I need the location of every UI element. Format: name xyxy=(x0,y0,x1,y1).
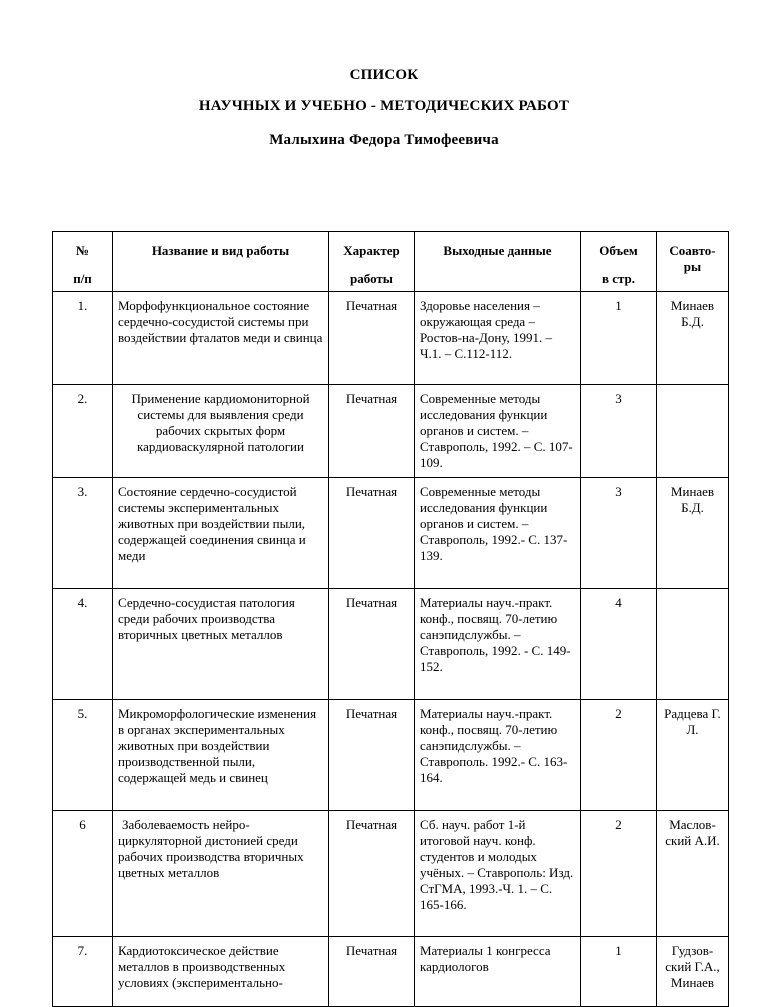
table-row xyxy=(53,385,729,478)
row-number: 1. xyxy=(53,292,113,385)
table-row xyxy=(53,292,729,385)
row-coauthors: Минаев Б.Д. xyxy=(657,478,729,589)
table-row xyxy=(53,700,729,811)
row-type: Печатная xyxy=(329,385,415,478)
col-header-volume: Объем в стр. xyxy=(581,232,657,292)
row-coauthors xyxy=(657,385,729,478)
document-subtitle: НАУЧНЫХ И УЧЕБНО - МЕТОДИЧЕСКИХ РАБОТ xyxy=(198,98,570,114)
row-volume: 2 xyxy=(581,700,657,811)
row-output: Материалы науч.-практ. конф., посвящ. 70-летию санэпидслужбы. – Ставрополь, 1992. - С. 149-152. xyxy=(415,589,581,700)
row-number: 4. xyxy=(53,589,113,700)
row-type: Печатная xyxy=(329,937,415,1007)
row-title: Состояние сердечно-сосудистой системы экспериментальных животных при воздействии пыли, содержащей соединения свинца и меди xyxy=(113,478,329,589)
row-output: Материалы науч.-практ. конф., посвящ. 70-летию санэпидслужбы. – Ставрополь. 1992.- С. 163-164. xyxy=(415,700,581,811)
row-output: Материалы 1 конгресса кардиологов xyxy=(415,937,581,1007)
row-type: Печатная xyxy=(329,292,415,385)
col-header-number: № п/п xyxy=(53,232,113,292)
row-volume: 3 xyxy=(581,478,657,589)
row-coauthors: Минаев Б.Д. xyxy=(657,292,729,385)
col-header-title: Название и вид работы xyxy=(113,232,329,292)
document-title: СПИСОК xyxy=(349,67,419,83)
row-title: Сердечно-сосудистая патология среди рабочих производства вторичных цветных металлов xyxy=(113,589,329,700)
row-number: 3. xyxy=(53,478,113,589)
row-title: Применение кардиомониторной системы для выявления среди рабочих скрытых форм кардиоваскулярной патологии xyxy=(113,385,329,478)
row-type: Печатная xyxy=(329,589,415,700)
row-volume: 1 xyxy=(581,937,657,1007)
row-volume: 2 xyxy=(581,811,657,937)
row-output: Современные методы исследования функции органов и систем. – Ставрополь, 1992.- С. 137-139. xyxy=(415,478,581,589)
row-coauthors xyxy=(657,589,729,700)
row-type: Печатная xyxy=(329,478,415,589)
row-output: Сб. науч. работ 1-й итоговой науч. конф. студентов и молодых учёных. – Ставрополь: Изд. СтГМА, 1993.-Ч. 1. – С. 165-166. xyxy=(415,811,581,937)
row-title: Микроморфологические изменения в органах экспериментальных животных при воздействии производственной пыли, содержащей медь и свинец xyxy=(113,700,329,811)
row-number: 2. xyxy=(53,385,113,478)
works-table xyxy=(52,231,729,1007)
col-header-coauthors: Соавто-ры xyxy=(657,232,729,292)
col-header-type: Характер работы xyxy=(329,232,415,292)
author-name: Малыхина Федора Тимофеевича xyxy=(269,132,499,148)
table-row xyxy=(53,589,729,700)
row-coauthors: Маслов-ский А.И. xyxy=(657,811,729,937)
row-coauthors: Радцева Г. Л. xyxy=(657,700,729,811)
table-row xyxy=(53,937,729,1007)
table-row xyxy=(53,811,729,937)
row-volume: 1 xyxy=(581,292,657,385)
row-title: Заболеваемость нейро-циркуляторной дистонией среди рабочих производства вторичных цветных металлов xyxy=(113,811,329,937)
table-header-row xyxy=(53,232,729,292)
row-number: 5. xyxy=(53,700,113,811)
row-type: Печатная xyxy=(329,811,415,937)
row-number: 6 xyxy=(53,811,113,937)
row-number: 7. xyxy=(53,937,113,1007)
table-row xyxy=(53,478,729,589)
row-title: Морфофункциональное состояние сердечно-сосудистой системы при воздействии фталатов меди и свинца xyxy=(113,292,329,385)
row-volume: 4 xyxy=(581,589,657,700)
row-output: Здоровье населения – окружающая среда – Ростов-на-Дону, 1991. – Ч.1. – С.112-112. xyxy=(415,292,581,385)
row-coauthors: Гудзов-ский Г.А., Минаев xyxy=(657,937,729,1007)
row-output: Современные методы исследования функции органов и систем. – Ставрополь, 1992. – С. 107-109. xyxy=(415,385,581,478)
row-volume: 3 xyxy=(581,385,657,478)
row-type: Печатная xyxy=(329,700,415,811)
row-title: Кардиотоксическое действие металлов в производственных условиях (экспериментально- xyxy=(113,937,329,1007)
col-header-output: Выходные данные xyxy=(415,232,581,292)
